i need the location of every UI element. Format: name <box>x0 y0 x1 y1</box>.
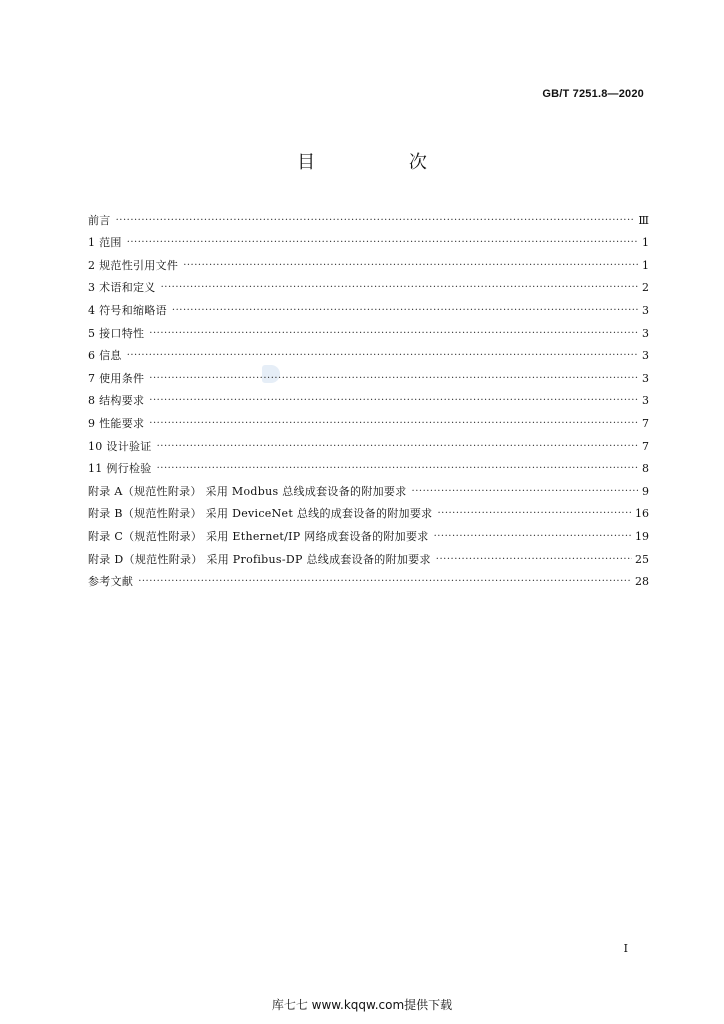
toc-entry-page: 28 <box>635 575 649 589</box>
toc-entry-page: 19 <box>635 529 649 543</box>
standard-number: GB/T 7251.8—2020 <box>542 88 644 100</box>
toc-dot-leader <box>138 575 632 589</box>
toc-entry-page: 1 <box>642 258 649 272</box>
toc-entry-page: 3 <box>642 303 649 317</box>
toc-entry-service-conditions[interactable] <box>88 363 649 386</box>
download-source-footer[interactable]: 库七七 www.kqqw.com提供下载 <box>271 998 453 1012</box>
toc-dot-leader <box>412 485 638 499</box>
toc-dot-leader <box>434 530 632 544</box>
toc-entry-label: 5 接口特性 <box>88 326 145 340</box>
toc-dot-leader <box>149 394 638 408</box>
toc-entry-page: 3 <box>642 326 649 340</box>
toc-entry-constructional-requirements[interactable] <box>88 386 649 409</box>
toc-entry-label: 9 性能要求 <box>88 416 145 430</box>
page-number: Ⅰ <box>623 942 628 955</box>
toc-entry-routine-verification[interactable] <box>88 454 649 477</box>
toc-entry-page: 2 <box>642 281 649 295</box>
toc-dot-leader <box>436 553 632 567</box>
toc-entry-page: 3 <box>642 349 649 363</box>
toc-entry-information[interactable] <box>88 341 649 364</box>
toc-dot-leader <box>183 259 638 273</box>
toc-entry-label: 8 结构要求 <box>88 394 145 408</box>
toc-entry-label: 6 信息 <box>88 349 122 363</box>
toc-entry-label: 7 使用条件 <box>88 371 145 385</box>
toc-entry-foreword[interactable] <box>88 205 649 228</box>
toc-entry-page: 25 <box>635 552 649 566</box>
toc-entry-page: 9 <box>642 484 649 498</box>
toc-dot-leader <box>161 281 638 295</box>
toc-entry-bibliography[interactable] <box>88 567 649 590</box>
toc-entry-annex-b[interactable] <box>88 499 649 522</box>
toc-entry-label: 11 例行检验 <box>88 462 152 476</box>
toc-entry-label: 1 范围 <box>88 236 122 250</box>
toc-dot-leader <box>149 327 638 341</box>
toc-entry-page: 7 <box>642 416 649 430</box>
toc-entry-symbols-abbreviations[interactable] <box>88 295 649 318</box>
toc-entry-page: 3 <box>642 371 649 385</box>
table-of-contents <box>88 205 649 589</box>
toc-entry-design-verification[interactable] <box>88 431 649 454</box>
toc-entry-label: 4 符号和缩略语 <box>88 303 167 317</box>
toc-entry-label: 参考文献 <box>88 575 134 589</box>
toc-entry-page: 8 <box>642 462 649 476</box>
toc-dot-leader <box>437 507 632 521</box>
toc-entry-label: 3 术语和定义 <box>88 281 156 295</box>
toc-entry-page: Ⅲ <box>638 213 649 227</box>
toc-entry-label: 附录 B（规范性附录） 采用 DeviceNet 总线的成套设备的附加要求 <box>88 507 433 521</box>
toc-entry-annex-d[interactable] <box>88 544 649 567</box>
toc-entry-page: 7 <box>642 439 649 453</box>
toc-entry-interface-characteristics[interactable] <box>88 318 649 341</box>
toc-dot-leader <box>157 462 638 476</box>
toc-dot-leader <box>149 417 638 431</box>
toc-entry-annex-c[interactable] <box>88 521 649 544</box>
toc-entry-label: 前言 <box>88 213 111 227</box>
toc-entry-annex-a[interactable] <box>88 476 649 499</box>
toc-entry-label: 附录 D（规范性附录） 采用 Profibus-DP 总线成套设备的附加要求 <box>88 552 431 566</box>
toc-entry-page: 1 <box>642 236 649 250</box>
toc-dot-leader <box>172 304 638 318</box>
toc-entry-label: 附录 C（规范性附录） 采用 Ethernet/IP 网络成套设备的附加要求 <box>88 529 429 543</box>
page-title: 目 次 <box>297 152 471 173</box>
toc-entry-page: 3 <box>642 394 649 408</box>
toc-entry-label: 附录 A（规范性附录） 采用 Modbus 总线成套设备的附加要求 <box>88 484 407 498</box>
toc-entry-label: 2 规范性引用文件 <box>88 258 179 272</box>
toc-dot-leader <box>116 214 636 228</box>
toc-entry-label: 10 设计验证 <box>88 439 152 453</box>
toc-entry-performance-requirements[interactable] <box>88 408 649 431</box>
toc-entry-terms-definitions[interactable] <box>88 273 649 296</box>
toc-entry-scope[interactable] <box>88 228 649 251</box>
toc-entry-page: 16 <box>635 507 649 521</box>
toc-dot-leader <box>149 372 638 386</box>
toc-dot-leader <box>127 349 638 363</box>
toc-dot-leader <box>157 440 638 454</box>
toc-entry-normative-references[interactable] <box>88 250 649 273</box>
toc-dot-leader <box>127 236 638 250</box>
